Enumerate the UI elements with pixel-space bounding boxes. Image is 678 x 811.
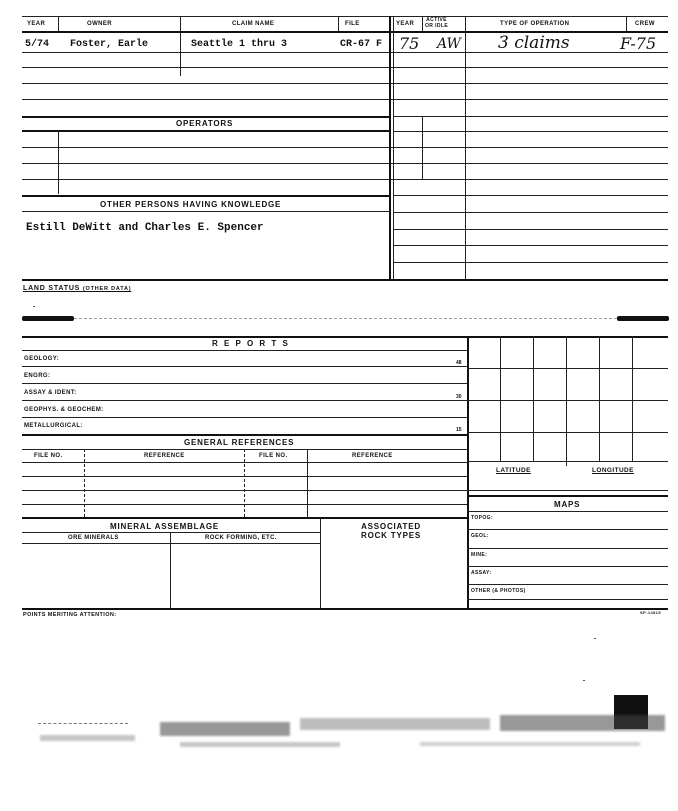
gr-col-sep bbox=[307, 449, 308, 517]
operators-title: OPERATORS bbox=[176, 119, 234, 128]
longitude-label: LONGITUDE bbox=[592, 467, 634, 474]
maps-title: MAPS bbox=[554, 500, 581, 509]
header-crew-label: CREW bbox=[635, 21, 655, 27]
reports-title: R E P O R T S bbox=[212, 339, 290, 348]
entry-rule bbox=[393, 229, 668, 230]
right-panel-divider bbox=[467, 336, 469, 608]
gr-col-sep bbox=[84, 449, 85, 517]
entry-rule bbox=[393, 212, 668, 213]
mineral-sub-rule bbox=[22, 543, 320, 544]
operators-rule bbox=[22, 163, 668, 164]
gr-file-no2-label: FILE NO. bbox=[259, 453, 288, 459]
grid-col bbox=[632, 336, 633, 461]
lower-top-rule bbox=[22, 336, 668, 338]
scan-speck bbox=[594, 638, 596, 639]
reports-header-rule bbox=[22, 350, 467, 351]
entry-rule bbox=[22, 99, 668, 100]
entry-rule bbox=[22, 52, 668, 53]
report-assay-label: ASSAY & IDENT: bbox=[24, 390, 77, 396]
scan-smudge bbox=[40, 735, 135, 741]
operators-top-rule bbox=[22, 116, 390, 118]
associated-rock-types-title: ASSOCIATED ROCK TYPES bbox=[361, 522, 422, 540]
center-divider-inner bbox=[393, 16, 394, 280]
latitude-label: LATITUDE bbox=[496, 467, 531, 474]
reports-rule bbox=[22, 417, 467, 418]
entry-type: 3 claims bbox=[498, 33, 570, 53]
mineral-header-rule bbox=[22, 532, 320, 533]
scan-speck bbox=[583, 680, 585, 681]
other-persons-title: OTHER PERSONS HAVING KNOWLEDGE bbox=[100, 200, 282, 209]
operators-header-rule bbox=[22, 130, 390, 132]
entry-rule bbox=[22, 83, 668, 84]
reports-rule bbox=[22, 366, 467, 367]
grid-row bbox=[467, 400, 668, 401]
maps-header-rule bbox=[467, 511, 668, 512]
entry-rule bbox=[393, 195, 668, 196]
entry-claim: Seattle 1 thru 3 bbox=[191, 39, 288, 50]
maps-assay-label: ASSAY: bbox=[471, 570, 492, 576]
entry-date: 5/74 bbox=[25, 39, 50, 50]
header-file-label: FILE bbox=[345, 21, 360, 27]
scan-smudge bbox=[500, 715, 665, 731]
maps-rule bbox=[467, 529, 668, 530]
grid-col bbox=[566, 336, 567, 466]
maps-rule bbox=[467, 548, 668, 549]
scan-smudge bbox=[300, 718, 490, 730]
points-meriting-attention-label: POINTS MERITING ATTENTION: bbox=[23, 612, 117, 618]
maps-top-rule bbox=[467, 495, 668, 497]
grid-col bbox=[500, 336, 501, 461]
entry-crew: F-75 bbox=[620, 34, 657, 53]
entry-rule bbox=[22, 67, 668, 68]
grid-row bbox=[467, 368, 668, 369]
mineral-assemblage-title: MINERAL ASSEMBLAGE bbox=[110, 522, 220, 531]
report-metallurgical-num: 15 bbox=[456, 427, 462, 433]
grid-row bbox=[467, 432, 668, 433]
assoc-col-sep bbox=[320, 517, 321, 608]
col-sep bbox=[58, 16, 59, 31]
maps-mine-label: MINE: bbox=[471, 552, 488, 558]
entry-rule bbox=[393, 245, 668, 246]
col-sep bbox=[338, 16, 339, 31]
other-persons-text: Estill DeWitt and Charles E. Spencer bbox=[26, 222, 264, 234]
scan-smudge bbox=[180, 742, 340, 747]
reports-rule bbox=[22, 400, 467, 401]
entry-rule bbox=[393, 116, 668, 117]
header-active-label: ACTIVE OR IDLE bbox=[425, 17, 449, 29]
entry-owner: Foster, Earle bbox=[70, 39, 149, 50]
entry-file: CR-67 F bbox=[340, 39, 383, 50]
scan-bar-left bbox=[22, 316, 74, 321]
entry-rule bbox=[393, 131, 668, 132]
other-persons-header-rule bbox=[22, 211, 390, 212]
header-year2-label: YEAR bbox=[396, 21, 415, 27]
maps-geol-label: GEOL: bbox=[471, 533, 489, 539]
latlong-rule bbox=[467, 490, 668, 491]
top-section-bottom-rule bbox=[22, 279, 668, 281]
report-geology-label: GEOLOGY: bbox=[24, 356, 60, 362]
entry-rule bbox=[393, 262, 668, 263]
gr-col-sep bbox=[244, 449, 245, 517]
general-references-title: GENERAL REFERENCES bbox=[184, 438, 295, 447]
grid-col bbox=[533, 336, 534, 461]
gr-file-no-label: FILE NO. bbox=[34, 453, 63, 459]
report-geology-num: 48 bbox=[456, 360, 462, 366]
col-sep bbox=[465, 16, 466, 280]
grid-row bbox=[467, 461, 668, 462]
land-status-title: LAND STATUS (OTHER DATA) bbox=[23, 285, 132, 292]
scan-streak bbox=[38, 723, 128, 724]
entry-status: AW bbox=[437, 36, 461, 52]
reports-bottom-rule bbox=[22, 434, 467, 436]
col-sep bbox=[626, 16, 627, 31]
mineral-col-sep bbox=[170, 532, 171, 608]
other-persons-top-rule bbox=[22, 195, 390, 197]
scan-smudge bbox=[160, 722, 290, 736]
maps-topog-label: TOPOG: bbox=[471, 515, 494, 521]
ore-minerals-label: ORE MINERALS bbox=[68, 535, 119, 541]
rock-forming-label: ROCK FORMING, ETC. bbox=[205, 535, 277, 541]
grid-col bbox=[599, 336, 600, 461]
col-sep bbox=[422, 16, 423, 31]
report-assay-num: 30 bbox=[456, 394, 462, 400]
report-engrg-label: ENGRG: bbox=[24, 373, 51, 379]
gr-reference-label: REFERENCE bbox=[144, 453, 185, 459]
dashed-rule bbox=[74, 318, 617, 319]
header-type-of-operation-label: TYPE OF OPERATION bbox=[500, 21, 570, 27]
scan-bar-right bbox=[617, 316, 669, 321]
header-year-label: YEAR bbox=[27, 21, 46, 27]
entry-year: 75 bbox=[399, 34, 420, 53]
report-metallurgical-label: METALLURGICAL: bbox=[24, 423, 83, 429]
header-bottom-rule bbox=[22, 31, 668, 33]
center-divider bbox=[389, 16, 391, 280]
maps-other-label: OTHER (& PHOTOS) bbox=[471, 588, 526, 594]
header-owner-label: OWNER bbox=[87, 21, 112, 27]
lower-bottom-rule bbox=[22, 608, 668, 610]
reports-rule bbox=[22, 383, 467, 384]
maps-rule bbox=[467, 584, 668, 585]
maps-rule bbox=[467, 566, 668, 567]
scan-smudge bbox=[420, 742, 640, 746]
gr-bottom-rule bbox=[22, 517, 467, 519]
report-geophys-label: GEOPHYS. & GEOCHEM: bbox=[24, 407, 104, 413]
operators-rule bbox=[22, 147, 668, 148]
scan-speck bbox=[33, 306, 35, 307]
form-number: SP-14815 bbox=[640, 610, 661, 615]
gr-reference2-label: REFERENCE bbox=[352, 453, 393, 459]
header-claim-name-label: CLAIM NAME bbox=[232, 21, 275, 27]
maps-rule bbox=[467, 599, 668, 600]
operators-rule bbox=[22, 179, 668, 180]
header-top-rule bbox=[22, 16, 668, 17]
